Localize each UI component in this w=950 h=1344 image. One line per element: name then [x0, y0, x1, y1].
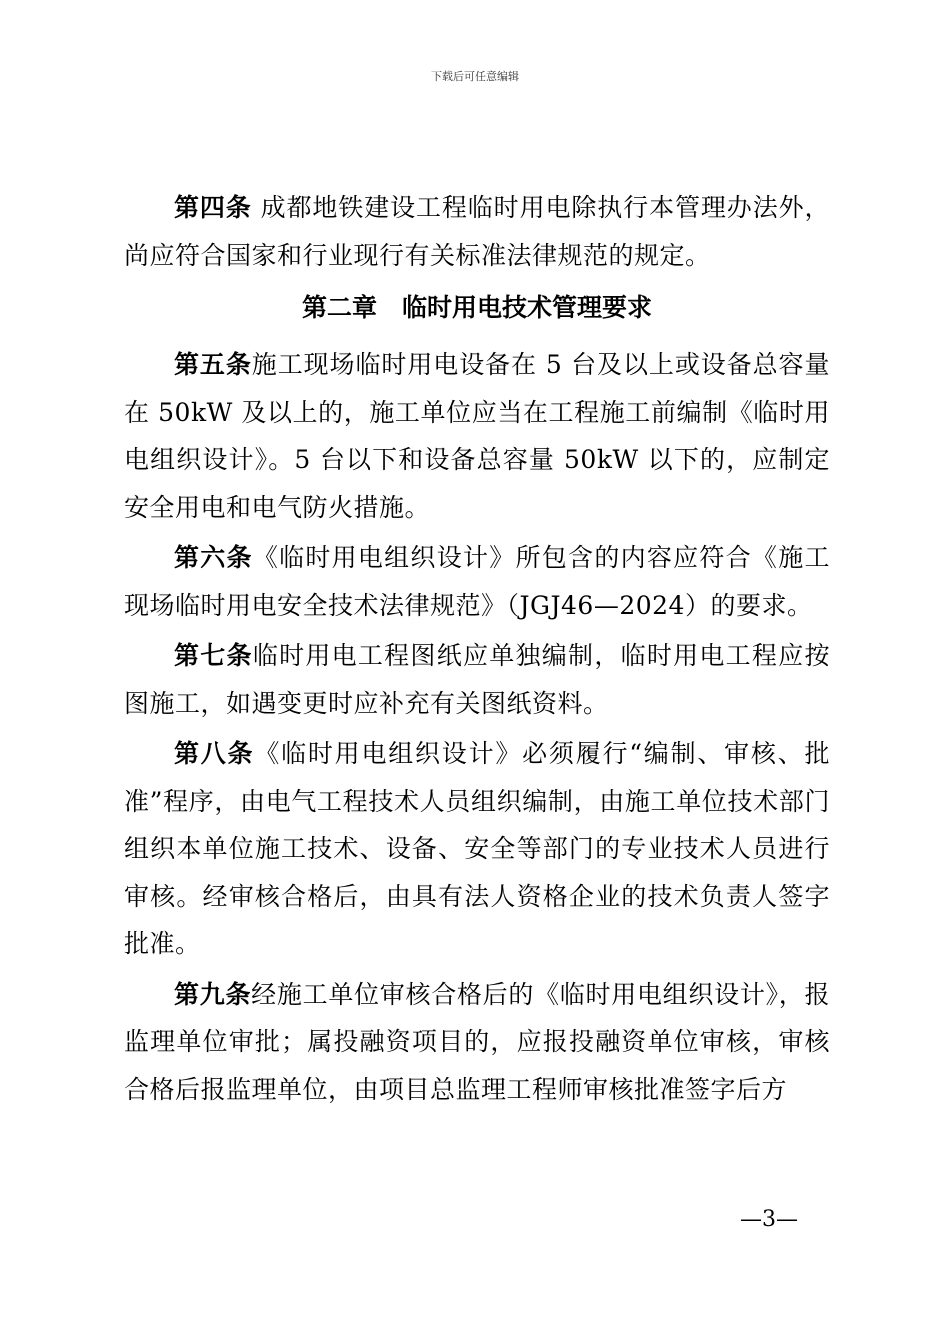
- article-text: 临时用电工程图纸应单独编制，临时用电工程应按图施工，如遇变更时应补充有关图纸资料。: [124, 641, 830, 718]
- article-number: 第八条: [174, 739, 255, 768]
- chapter-title: 第二章 临时用电技术管理要求: [301, 293, 652, 322]
- article-4: [124, 184, 830, 279]
- article-8: [124, 730, 830, 968]
- article-6: [124, 534, 830, 629]
- article-7: [124, 632, 830, 727]
- article-text: 成都地铁建设工程临时用电除执行本管理办法外，尚应符合国家和行业现行有关标准法律规范的规定。: [124, 193, 830, 270]
- document-body: [124, 184, 830, 1113]
- article-text: 施工现场临时用电设备在 5 台及以上或设备总容量在 50kW 及以上的，施工单位应当在工程施工前编制《临时用电组织设计》。5 台以下和设备总容量 50kW 以下的，应制定安全用电和电气防火措施。: [124, 350, 830, 522]
- article-number: 第六条: [174, 543, 253, 572]
- article-9: [124, 971, 830, 1114]
- article-number: 第四条: [174, 193, 252, 222]
- article-text: 经施工单位审核合格后的《临时用电组织设计》，报监理单位审批；属投融资项目的，应报投融资单位审核，审核合格后报监理单位，由项目总监理工程师审核批准签字后方: [124, 979, 830, 1104]
- article-5: [124, 341, 830, 531]
- article-number: 第九条: [174, 979, 252, 1009]
- page-number: —3—: [740, 1207, 798, 1232]
- article-text: 《临时用电组织设计》所包含的内容应符合《施工现场临时用电安全技术法律规范》（JGJ46—2024）的要求。: [124, 543, 830, 620]
- header-note: 下载后可任意编辑: [431, 70, 519, 83]
- article-text: 《临时用电组织设计》必须履行“编制、审核、批准”程序，由电气工程技术人员组织编制，由施工单位技术部门组织本单位施工技术、设备、安全等部门的专业技术人员进行审核。经审核合格后，由具有法人资格企业的技术负责人签字批准。: [124, 739, 830, 958]
- article-number: 第七条: [174, 641, 253, 670]
- article-number: 第五条: [174, 350, 252, 379]
